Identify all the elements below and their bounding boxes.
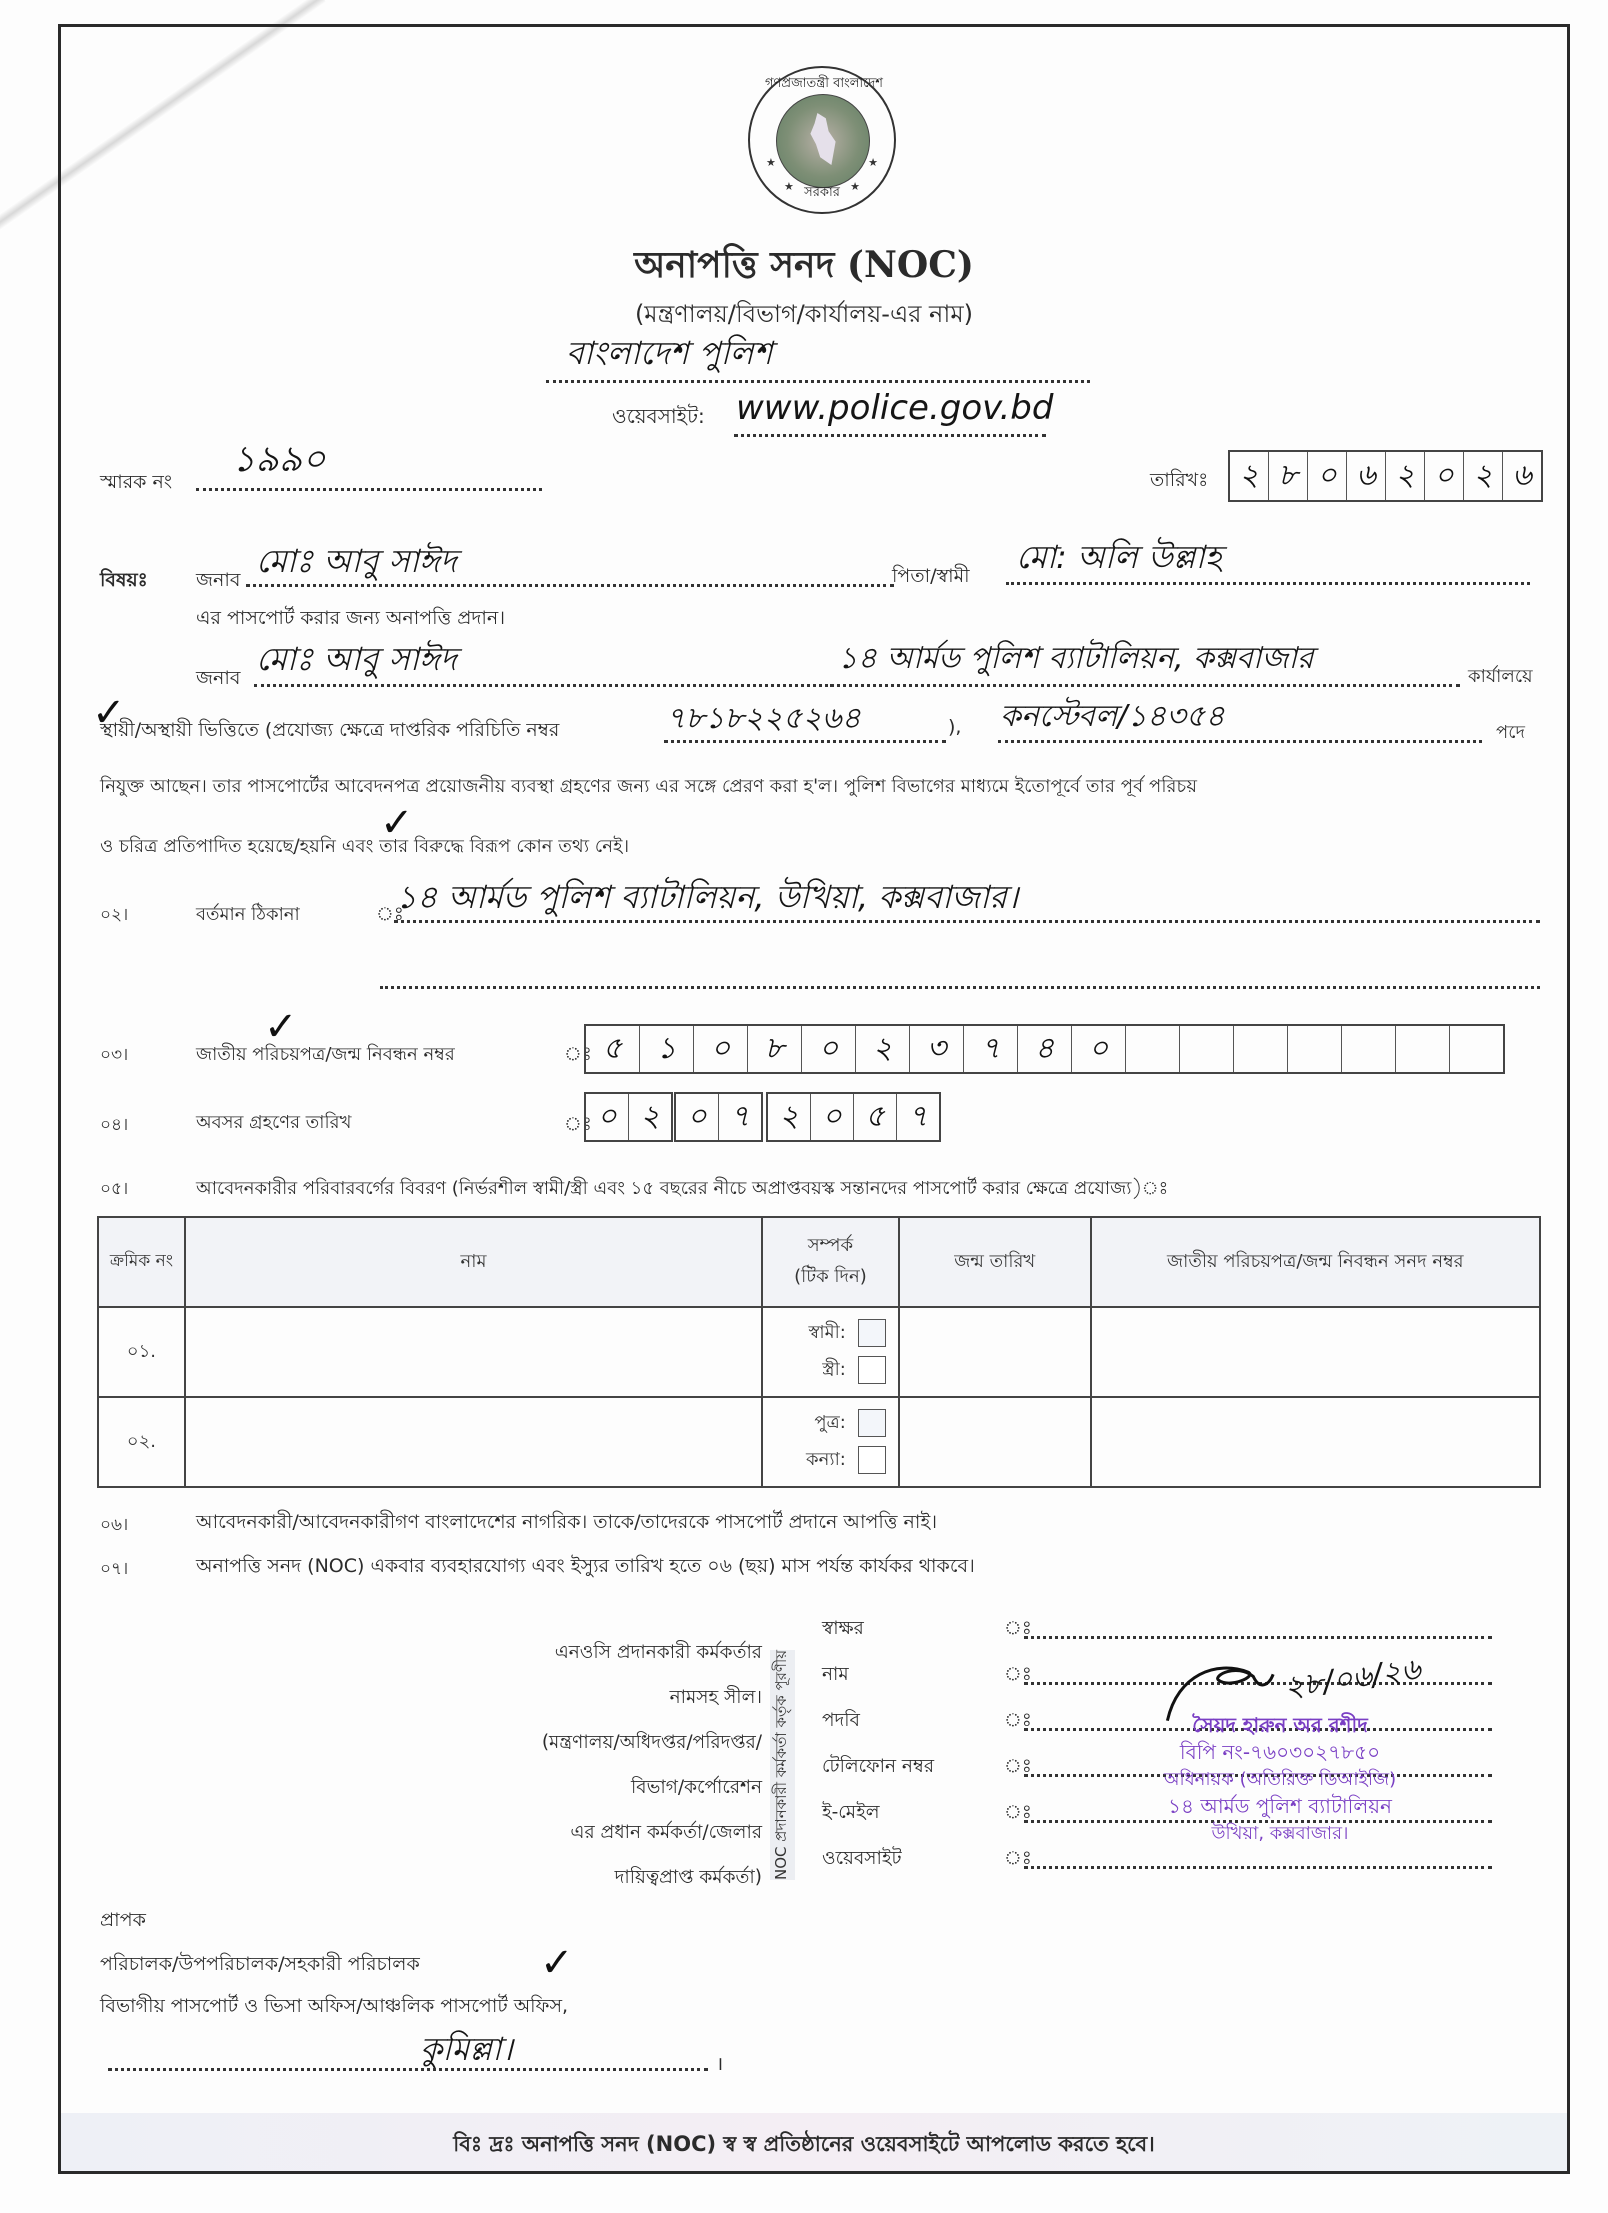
officer-left-line: এর প্রধান কর্মকর্তা/জেলার [570, 1822, 762, 1843]
table-header-row [98, 1217, 1540, 1307]
digit-box: ৭ [730, 1098, 750, 1134]
digit-box: ০ [586, 1094, 629, 1140]
officer-field-colon: ঃ [1004, 1617, 1032, 1639]
officer-field-label: ওয়েবসাইট [822, 1848, 902, 1869]
note-07-number: ০৭। [100, 1559, 129, 1579]
subject-label: বিষয়ঃ [100, 569, 148, 591]
relation-daughter-label: কন্যা: [806, 1449, 846, 1470]
digit-box: ২ [1386, 452, 1425, 500]
item-04-label: অবসর গ্রহণের তারিখ [196, 1112, 352, 1133]
digit-box [1396, 1026, 1450, 1072]
memo-line [196, 488, 542, 491]
page-title: অনাপত্তি সনদ (NOC) [634, 244, 974, 286]
item-02-number: ০২। [100, 905, 129, 925]
star-icon: ★ [868, 156, 878, 169]
digit-box: ২ [1230, 452, 1269, 500]
table-row [98, 1307, 1540, 1397]
item-04-colon: ঃ [564, 1113, 592, 1135]
officer-field-colon: ঃ [1004, 1709, 1032, 1731]
digit-box: ৩ [910, 1026, 964, 1072]
officer-left-line: (মন্ত্রণালয়/অধিদপ্তর/পরিদপ্তর/ [541, 1732, 762, 1753]
digit-box [1450, 1026, 1503, 1072]
digit-box: ০ [1072, 1026, 1126, 1072]
government-seal [748, 66, 896, 214]
note-06-text: আবেদনকারী/আবেদনকারীগণ বাংলাদেশের নাগরিক। তাকে/তাদেরকে পাসপোর্ট প্রদানে আপত্তি নাই। [196, 1511, 938, 1533]
digit-box: ৪ [1018, 1026, 1072, 1072]
office-line [830, 684, 1460, 687]
digit-box: ২ [856, 1026, 910, 1072]
digit-box: ০ [1425, 452, 1464, 500]
digit-box: ২ [1464, 452, 1503, 500]
nid-number-boxes [584, 1024, 1505, 1074]
digit-box: ৬ [1512, 457, 1532, 493]
row-nid-cell[interactable] [1091, 1307, 1540, 1397]
officer-field-label: নাম [822, 1664, 849, 1685]
digit-box: ১ [640, 1026, 694, 1072]
officer-field-colon: ঃ [1004, 1847, 1032, 1869]
website-line [734, 434, 1046, 437]
header-relation-line2: (টিক দিন) [794, 1266, 867, 1287]
official-id-line [664, 740, 946, 743]
item-02-colon: ঃ [376, 903, 404, 925]
row-nid-cell[interactable] [1091, 1397, 1540, 1487]
item-03-colon: ঃ [564, 1043, 592, 1065]
officer-field-line[interactable] [1024, 1636, 1492, 1639]
item-03-number: ০৩। [100, 1045, 129, 1065]
digit-box: ০ [811, 1094, 854, 1140]
officer-left-line: বিভাগ/কর্পোরেশন [631, 1777, 762, 1798]
stamp-line: ১৪ আর্মড পুলিশ ব্যাটালিয়ন [1168, 1794, 1392, 1818]
body-applicant-name: মোঃ আবু সাঈদ [256, 640, 457, 678]
recipient-line2: বিভাগীয় পাসপোর্ট ও ভিসা অফিস/আঞ্চলিক পাসপোর্ট অফিস, [100, 1995, 569, 2017]
digit-box: ৭ [908, 1098, 928, 1134]
father-name-line [1006, 582, 1530, 585]
family-members-table [97, 1216, 1541, 1488]
digit-box: ৬ [1347, 452, 1386, 500]
item-05-label: আবেদনকারীর পরিবারবর্গের বিবরণ (নির্ভরশীল স্বামী/স্ত্রী এবং ১৫ বছরের নীচে অপ্রাপ্তবয়স্ক সন্তানদের পাসপোর্ট করার ক্ষেত্রে প্রযোজ্য)ঃ [196, 1178, 1169, 1199]
digit-box: ৮ [1269, 452, 1308, 500]
digit-box [1234, 1026, 1288, 1072]
row-relation-cell [762, 1397, 899, 1487]
official-id-suffix: ), [948, 716, 962, 738]
present-address-value: ১৪ আর্মড পুলিশ ব্যাটালিয়ন, উখিয়া, কক্সবাজার। [396, 878, 1019, 916]
row-serial: ০১. [98, 1307, 185, 1397]
table-row [98, 1397, 1540, 1487]
officer-field-colon: ঃ [1004, 1755, 1032, 1777]
stamp-line: অধিনায়ক (অতিরিক্ত ডিআইজি) [1163, 1769, 1397, 1790]
star-icon: ★ [766, 156, 776, 169]
digit-box [1288, 1026, 1342, 1072]
post-suffix: পদে [1496, 722, 1525, 743]
address-line-2 [380, 986, 1540, 989]
recipient-city-line [108, 2068, 708, 2071]
post-line [998, 740, 1482, 743]
relation-husband-checkbox[interactable] [858, 1319, 886, 1347]
date-label: তারিখঃ [1150, 469, 1209, 491]
officer-field-label: স্বাক্ষর [822, 1618, 864, 1639]
relation-son-checkbox[interactable] [858, 1409, 886, 1437]
check-mark-icon: ✓ [540, 1940, 574, 1986]
retirement-year-boxes [766, 1092, 941, 1142]
stamp-line: বিপি নং-৭৬০৩০২৭৮৫০ [1179, 1740, 1381, 1764]
office-suffix: কার্যালয়ে [1468, 666, 1533, 687]
recipient-city: কুমিল্লা। [420, 2030, 513, 2068]
basis-text: স্থায়ী/অস্থায়ী ভিত্তিতে (প্রযোজ্য ক্ষেত্রে দাপ্তরিক পরিচিতি নম্বর [100, 719, 560, 741]
digit-box [1342, 1026, 1396, 1072]
star-icon: ★ [850, 180, 860, 193]
seal-top-text: গণপ্রজাতন্ত্রী বাংলাদেশ [765, 76, 883, 91]
digit-box: ০ [694, 1026, 748, 1072]
row-name-cell[interactable] [185, 1307, 762, 1397]
signature-date: ২৮/০৬/২৬ [1282, 1651, 1423, 1706]
check-mark-icon: ✓ [264, 1004, 298, 1050]
officer-stamp [1100, 1712, 1460, 1847]
paragraph-line2: ও চরিত্র প্রতিপাদিত হয়েছে/হয়নি এবং তার বিরুদ্ধে বিরূপ কোন তথ্য নেই। [100, 836, 630, 857]
organization-name: বাংলাদেশ পুলিশ [566, 334, 773, 372]
page-subtitle: (মন্ত্রণালয়/বিভাগ/কার্যালয়-এর নাম) [634, 300, 974, 328]
subject-line2: এর পাসপোর্ট করার জন্য অনাপত্তি প্রদান। [196, 607, 506, 629]
digit-box: ২ [640, 1098, 660, 1134]
website-value: www.police.gov.bd [736, 388, 1054, 428]
digit-box: ৭ [964, 1026, 1018, 1072]
item-02-label: বর্তমান ঠিকানা [196, 904, 300, 925]
address-line-1 [394, 920, 1540, 923]
row-serial: ০২. [98, 1397, 185, 1487]
relation-daughter-checkbox[interactable] [858, 1446, 886, 1474]
officer-field-label: পদবি [822, 1710, 860, 1731]
note-06-number: ০৬। [100, 1515, 129, 1535]
retirement-day-boxes [584, 1092, 673, 1142]
header-relation-line1: সম্পর্ক [807, 1235, 854, 1256]
footer-note: বিঃ দ্রঃ অনাপত্তি সনদ (NOC) স্ব স্ব প্রতিষ্ঠানের ওয়েবসাইটে আপলোড করতে হবে। [453, 2132, 1155, 2156]
body-janab-label: জনাব [196, 667, 241, 689]
officer-left-line: এনওসি প্রদানকারী কর্মকর্তার [554, 1642, 762, 1663]
relation-wife-checkbox[interactable] [858, 1356, 886, 1384]
officer-field-label: টেলিফোন নম্বর [822, 1756, 935, 1777]
noc-officer-vertical-label: NOC প্রদানকারী কর্মকর্তা কর্তৃক পূরণীয় [770, 1650, 795, 1880]
digit-box: ৫ [586, 1026, 640, 1072]
officer-field-line[interactable] [1024, 1866, 1492, 1869]
item-03-label: জাতীয় পরিচয়পত্র/জন্ম নিবন্ধন নম্বর [196, 1044, 455, 1065]
officer-left-line: দায়িত্বপ্রাপ্ত কর্মকর্তা) [614, 1867, 762, 1888]
father-name: মো: অলি উল্লাহ [1016, 538, 1222, 576]
digit-box: ৫ [854, 1094, 897, 1140]
relation-son-label: পুত্র: [814, 1412, 846, 1433]
item-04-number: ০৪। [100, 1115, 129, 1135]
digit-box: ৮ [748, 1026, 802, 1072]
header-dob: জন্ম তারিখ [899, 1217, 1091, 1307]
subject-janab-label: জনাব [196, 569, 241, 591]
note-07-text: অনাপত্তি সনদ (NOC) একবার ব্যবহারযোগ্য এবং ইস্যুর তারিখ হতে ০৬ (ছয়) মাস পর্যন্ত কার্যকর থাকবে। [196, 1555, 975, 1577]
row-dob-cell[interactable] [899, 1397, 1091, 1487]
paragraph-line1: নিযুক্ত আছেন। তার পাসপোর্টের আবেদনপত্র প্রয়োজনীয় ব্যবস্থা গ্রহণের জন্য এর সঙ্গে প্রেরণ করা হ'ল। পুলিশ বিভাগের মাধ্যমে ইতোপূর্বে তার পূর্ব পরিচয় [100, 776, 1198, 797]
retirement-month-boxes [674, 1092, 763, 1142]
header-serial: ক্রমিক নং [98, 1217, 185, 1307]
applicant-name-line [246, 584, 894, 587]
father-label: পিতা/স্বামী [892, 565, 970, 587]
recipient-end-mark: । [716, 2053, 724, 2075]
official-id-value: ৭৮১৮২২৫২৬৪ [666, 701, 861, 736]
digit-box: ২ [768, 1094, 811, 1140]
seal-emblem [776, 94, 870, 188]
relation-wife-label: স্ত্রী: [822, 1359, 846, 1380]
check-mark-icon: ✓ [92, 690, 126, 736]
recipient-label: প্রাপক [100, 1909, 146, 1931]
row-relation-cell [762, 1307, 899, 1397]
website-label: ওয়েবসাইট: [612, 404, 705, 428]
memo-number: ১৯৯০ [232, 439, 326, 480]
header-name: নাম [185, 1217, 762, 1307]
post-value: কনস্টেবল/১৪৩৫৪ [1000, 699, 1225, 734]
stamp-line: সৈয়দ হারুন অর রশীদ [1192, 1713, 1368, 1737]
officer-field-label: ই-মেইল [822, 1802, 880, 1823]
seal-bottom-text: সরকার [804, 185, 840, 200]
digit-box [1126, 1026, 1180, 1072]
bangladesh-map-icon [809, 113, 837, 165]
date-boxes [1228, 450, 1543, 502]
body-name-line [254, 684, 828, 687]
stamp-line: উখিয়া, কক্সবাজার। [1211, 1823, 1349, 1844]
star-icon: ★ [784, 180, 794, 193]
officer-left-line: নামসহ সীল। [669, 1687, 762, 1708]
relation-husband-label: স্বামী: [808, 1322, 846, 1343]
header-relation [762, 1217, 899, 1307]
applicant-name: মোঃ আবু সাঈদ [256, 542, 457, 580]
header-nid: জাতীয় পরিচয়পত্র/জন্ম নিবন্ধন সনদ নম্বর [1091, 1217, 1540, 1307]
digit-box: ০ [802, 1026, 856, 1072]
officer-field-colon: ঃ [1004, 1663, 1032, 1685]
row-name-cell[interactable] [185, 1397, 762, 1487]
memo-label: স্মারক নং [100, 471, 173, 493]
digit-box: ০ [676, 1094, 719, 1140]
item-05-number: ০৫। [100, 1179, 129, 1199]
recipient-line1: পরিচালক/উপপরিচালক/সহকারী পরিচালক [100, 1953, 420, 1975]
check-mark-icon: ✓ [380, 800, 414, 846]
digit-box: ০ [1308, 452, 1347, 500]
office-value: ১৪ আর্মড পুলিশ ব্যাটালিয়ন, কক্সবাজার [838, 641, 1314, 676]
org-name-line [546, 380, 1090, 383]
officer-left-text [370, 1630, 762, 1900]
row-dob-cell[interactable] [899, 1307, 1091, 1397]
officer-field-colon: ঃ [1004, 1801, 1032, 1823]
digit-box [1180, 1026, 1234, 1072]
